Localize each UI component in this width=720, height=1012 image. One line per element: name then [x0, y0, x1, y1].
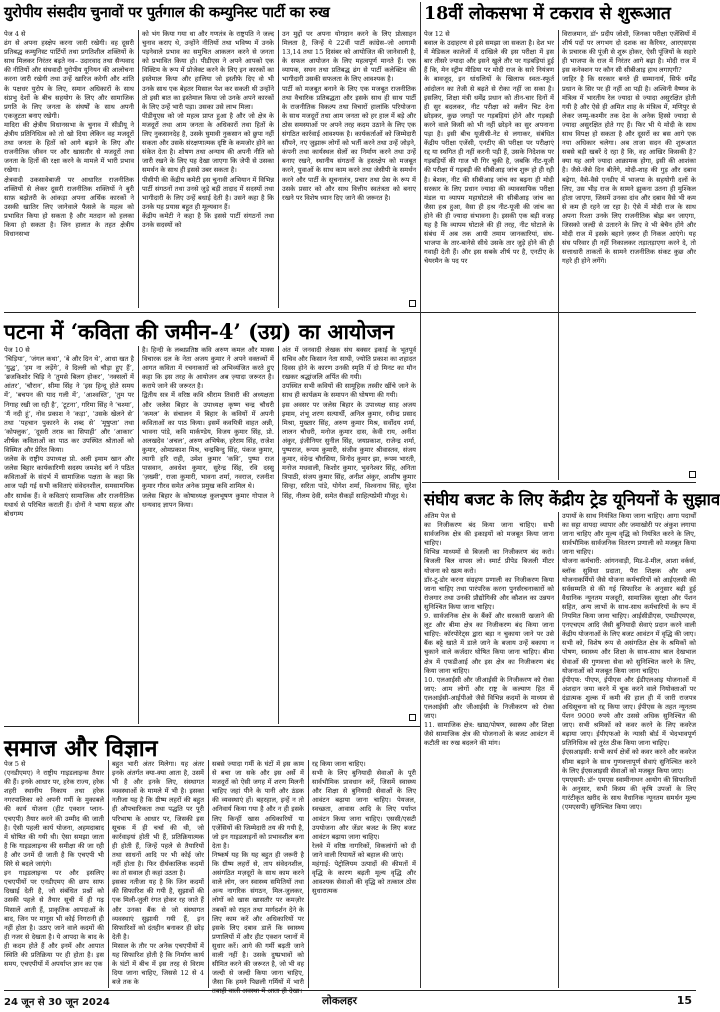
issue-date: 24 जून से 30 जून 2024: [4, 997, 110, 1008]
europe-column-1: [4, 30, 134, 308]
rule-v-sangh: [558, 512, 559, 988]
end-of-article-marker: [409, 714, 416, 721]
article-headline-samaj: समाज और विज्ञान: [4, 735, 158, 762]
samaj-column-2: [112, 760, 204, 988]
end-of-article-marker: [409, 300, 416, 307]
sangh-text-1: अंतिम पेज से का निजीकरण बंद किया जाना चाहिए। सभी सार्वजनिक क्षेत्र की इकाइयों को मजबूत किया जाना चाहिए। विभिन्न माध्यमों से बिजली का निजीकरण बंद करो। बिजली बिल वापस लो। स्मार्ट प्रीपेड बिजली मीटर योजना को खत्म करो। डॉर-टू-डोर करना संग्रहण प्रणाली का निजीकरण किया जाना चाहिए तथा पारंपरिक करना पुनर्संरचनाकारों को रोजगार तथा उनकी प्रौद्योगिकी और कौशल का उन्नयन सुनिश्चित किया जाना चाहिए। 9. सार्वजनिक क्षेत्र के बैंकों और सरकारी खजाने की लूट और बीमा क्षेत्र का निजीकरण बंद किया जाना चाहिए: कॉरपोरेट्स द्वारा बड़ा न चुकाया जाने पर उसे बैंक बट्टे खाते में डाले जाने के बजाय उन्हें बकाया न चुकाने वाले कर्जदार घोषित किया जाना चाहिए। बीमा क्षेत्र में एफडीआई और इस क्षेत्र का निजीकरण बंद किया जाना चाहिए। 10. एलआईसी और जीआईसी के निजीकरण को रोका जाए: आम लोगों और राष्ट्र के कल्याण हित में एलआईसी-आईपीओ जैसे विभिन्न कदमों के माध्यम से एलआईसी और जीआईसी के निजीकरण को रोका जाए। 11. सामाजिक क्षेत्र: खाद्य/पोषण, स्वास्थ्य और शिक्षा जैसे सामाजिक क्षेत्र की योजनाओं के बजट आवंटन में कटौती का रुख बदलने की मांग।: [424, 512, 554, 748]
sangh-text-2: उपायों के साथ नियंत्रित किया जाना चाहिए। आगा पदार्थों का सट्टा वायदा व्यापार और जमाखोरी पर अंकुश लगाया जाना चाहिए और मूल्य वृद्धि को नियंत्रित करने के लिए, सार्वभौमिक सार्वजनिक वितरण प्रणाली को मजबूत किया जाना चाहिए। योजना कर्मचारी: आंगनवाड़ी, मिड-डे-मील, आशा वर्कर्स, ब्लॉक सुविधा प्रदाता, पैरा शिक्षक और अन्य योजनाकर्मियों जैसे योजना कर्मचारियों को आईएलसी की सर्वसम्मति से की गई सिफारिश के अनुसार बढ़ी हुई वैधानिक न्यूनतम मजदूरी, सामाजिक सुरक्षा और पेंशन सहित, अन्य लाभों के साथ-साथ कर्मचारियों के रूप में नियमित किया जाना चाहिए। आईसीडीएस, एमडीएमएस, एनएचएम आदि जैसी बुनियादी सेवाएं प्रदान करने वाली केंद्रीय योजनाओं के लिए बजट आवंटन में वृद्धि की जाए। सभी को, विशेष रूप से असंगठित क्षेत्र के श्रमिकों को पोषण, स्वास्थ्य और शिक्षा के साथ-साथ बाल देखभाल सेवाओं की गुणवत्ता सेवा को सुनिश्चित करने के लिए, योजनाओं को मजबूत किया जाना चाहिए। ईपीएफ: पीएफ, ईपीएस और ईडीएलआइ योजनाओं में अंशदान जमा करने में चूक करने वाले नियोक्ताओं पर दंडात्मक शुल्क में कमी की हाल ही में जारी राजपत्र अधिसूचना को रद्द किया जाए। ईपीएस के तहत न्यूनतम पेंशन 9000 रुपये और उससे अधिक सुनिश्चित की जाए। सभी श्रमिकों को कवर करने के लिए कवरेज बढ़ाया जाए। ईपीएफओ के न्यासी बोर्ड में भेदभावपूर्ण प्रतिनिधित्व को तुरंत ठीक किया जाना चाहिए। ईएसआइसी: सभी कार्य क्षेत्रों को कवर करने और कवरेज सीमा बढ़ाने के साथ गुणवत्तापूर्ण सेवाएं सुनिश्चित करने के लिए ईएसआइसी सेवाओं को मजबूत किया जाए। एमएसपी: डॉ॰ एमएस स्वामीनाथन आयोग की सिफारिशों के अनुसार, सभी किस्म की कृषि उपजों के लिए गारंटीकृत खरीद के साथ वैधानिक न्यूनतम समर्थन मूल्य (एमएसपी) सुनिश्चित किया जाए।: [562, 512, 696, 811]
loksabha-column-1: [424, 30, 554, 480]
samaj-text-3: सबसे ज्यादा गर्मी के घंटों में इस काम से बचा जा सके और इस अर्से में मजदूरों को ऐसी जगह में शरण मिलनी चाहिए जहां पीने के पानी और ठंडक की व्यवस्थाएं हों। बहरहाल, इन्हें न तो अनिवार्य किया गया है और न ही इसके लिए किन्हीं खास अधिकारियों या एजेंसियों की जिम्मेदारी तय की गयी है, जो इन गाइडलाइनों को प्रभावशील बना देता है। निष्कर्ष यह कि यह बहुत ही जरूरी है कि ग्रीष्म लहरों से, ताप संवेदनशील, असंगठित मज़दूरों के साथ काम करने वाले लोग, जन स्वास्थ्य समितियों तथा अन्य नागरिक संगठन, मिल-जुलकर, लोगों को खास खासतौर पर कमज़ोर तबकों को राहत तथा मार्गदर्शन देने के लिए काम करें और अधिकारियों पर इसके लिए दबाव डालें कि स्वास्थ्य प्रणालियों में और हीट एक्शन प्लानों में सुधार करें। आगे की गर्मी बढ़ती जाने वाली नहीं है। उसके दुष्प्रभावों को सीमित करने की जरूरत है, जो भी वह जल्दी से जल्दी किया जाना चाहिए, जैसा कि हमने पिछली गर्मियों में भारी तबाही वाली अवस्था में आता ही देखा।: [212, 760, 304, 996]
rule-under-right-top: [422, 482, 696, 483]
article-headline-europe: युरोपीय संसदीय चुनावों पर पुर्तगाल की कम्युनिस्ट पार्टी का रुख: [4, 4, 330, 21]
europe-text-1: पेज 4 से ढंग से अपना हस्क्षेप करना जारी रखेगी। वह दूसरी प्रतिबद्ध कम्युनिस्ट पार्टियों तथा प्रगतिशील शक्तियों के साथ मिलकर निरंतर बढ़ते नव– उदारवाद तथा सैन्यवाद की नीतियों और संघवादी युरोपीय यूनियन की आलोचना करना जारी रखेगी तथा उन्हें खारिज करेगी और शांति के पक्षधर युरोप के लिए, समान अधिकारों के साथ संप्रभु देशों के बीच सहयोग के लिए और सामाजिक प्रगति के लिए जनता के संघर्षों के साथ अपनी एकजुटता बनाए रखेगी। मादिरा की क्षेत्रीय विधानसभा के चुनाव में सीडीयू ने क्षेत्रीय प्रतिनिधित्व को तो खो दिया लेकिन वह मजदूरों तथा जनता के हितों को आगे बढ़ाने के लिए और राजनीतिक जीवन पर और खासतौर से मजदूरों तथा जनता के हितों की रक्षा करने के मामले में भारी प्रभाव रखेगा। क्षेत्रवादी उकसावेबाजी पर आधारित राजनीतिक शक्तियों से लेकर दूसरी राजनीतिक शक्तियों ने बुरी साफ़ बढ़ोतरी के आंकड़ा अपना अर्थिक कारकों ने उसकी खातिर लिए जानेवाले फैसले के महत्व को प्रभावित किया हो सकता है और मतदान को हलका किया हो सकता है। जिन हालात के तहत क्षेत्रीय विधानसभा: [4, 30, 134, 239]
rule-v-mid-2: [278, 346, 279, 724]
rule-v-top-2: [278, 30, 279, 308]
samaj-column-1: [4, 760, 104, 988]
europe-column-3: [282, 30, 416, 298]
article-headline-loksabha: 18वीं लोकसभा में टकराव से शुरूआत: [424, 4, 671, 24]
kavita-text-2: है। हिन्दी के लब्धप्रतिष्ठ कवि अरुण कमल और माक्स विचारक दल के नेता अजय कुमार ने अपने वक्तव्यों में आगत कविता में रचनाकारों को अभिव्यंजित करते हुए कहा कि इस तरह के आयोजन अब ज़्यादा जरूरत है। कराये जाने की जरूरत है। द्वितीय सत्र में वरिष्ठ कवि श्रीराम तिवारी की अध्यक्षता और जलेस बिहार के उपाध्यक्ष कृष्ण चन्द्र चौधरी ‘कमल’ के संचालन में बिहार के कवियों में अपनी कविताओं का पाठ किया। इसमें कवयित्री वाहत अन्नी, भावना पांडे, कवि मार्कण्डेय, विजय कुमार सिंह, प्रो. अलखदेव ‘अचल’, अरुण अभिषेक, हरेराम सिंह, राजेश कुमार, ओमप्रकाश मिश्र, चन्द्रबिन्दु सिंह, पंकज कुमार, त्यागी हरि राही, उमेश कुमार ‘कवि’, पुष्पा राज पासवान, अवधेश कुमार, सुरेन्द्र सिंह, रवि दस्सु ‘ज़ख्मी’, राजा कुमारी, भावना शर्मा, नवराज, रजनीश कुमार गौरव समेत अनेक प्रमुख कवि शामिल थे। जलेस बिहार के कोषाध्यक्ष कुलभूषण कुमार गोपाल ने धन्यवाद ज्ञापन किया।: [142, 346, 274, 509]
rule-v-right-top: [558, 30, 559, 480]
rule-footer: [4, 990, 696, 991]
loksabha-column-2: [562, 30, 696, 470]
samaj-text-2: बहुत भारी अंतर मिलेगा। यह अंतर इनके अंतर्गत क्या-क्या आता है, उसमें भी है और इनके लिए, संस्थागत व्यवस्थाओं के मामले में भी है। इसका नतीजा यह है कि ग्रीष्म लहरों की बहुत ही औपचारिकता तथा पद्धति पर पूरी परिभाषा के आधार पर, जिसकी इस सूचक में ही चर्चा की थी, जो कार्रवाइयां होती भी हैं, प्रतिक्रियात्मक ही होती हैं, जिन्हें पहले से तैयारियों तथा साधनों आदि पर भी कोई जोर नहीं होता है। फिर दीर्घकालिक कदमों का तो सवाल ही कहां उठता है। इसका नतीजा यह है कि जिन कदमों की सिफारिश की गयी है, सुझावों की एक मिली-जुली रंगत होकर रह जाते हैं और उनका बैंक से जो संस्थागत व्यवस्थाएं सुझायी गयी हैं, इन सिफारिशों को दंतहीन बनाकर ही छोड़ देती है। मिसाल के तौर पर अनेक एचएपीयों में यह सिफारिश होती है कि निर्माण कार्य के घंटों में बीच में इस तरह से विराम दिया जाना चाहिए, जिससे 12 से 4 बजे तक के: [112, 760, 204, 987]
europe-column-2: [142, 30, 274, 308]
samaj-text-4: रद्द किया जाना चाहिए। सभी के लिए बुनियादी सेवाओं के पूरी सार्वभौमिक प्रावधान करें, जिसमें स्वास्थ्य और शिक्षा से बुनियादी सेवाओं के लिए आवंटन बढ़ाया जाना चाहिए। पेयजल, स्वच्छता, आवास आदि के लिए पर्याप्त आवंटन किया जाना चाहिए। एससी/एसटी उपयोजना और जेंडर बजट के लिए बजट आवंटन बढ़ाया जाना चाहिए। रेलवे में वरिष्ठ नागरिकों, विकलांगों को दी जाने वाली रियायतें को बहाल की जाएं। महंगाई: पेट्रोलियम उत्पादों की कीमतों में वृद्धि के कारण बढ़ती मूल्य वृद्धि और आवश्यक सेवाओं की वृद्धि को तत्काल ठोस सुधारात्मक: [312, 760, 416, 896]
europe-text-2: को भंग किया गया था और गणतंत्र के राष्ट्रपति ने जल्द चुनाव कराए थे, उन्होंने नीतियों तथा भविष्य में उनके पड़नेवाले प्रभाव का समुचित आकलन करने से जनता को प्रभावित किया हो। पीडीएस ने अपने आपको एक विक्टिम के रूप में प्रोजेक्ट करने के लिए इन कारकों का इस्तेमाल किया और हालिया जो इस्तीफे दिए वो भी उनके साथ एक बेहतर मिसाल पेश कर सकती थी उन्होंने तो इसी बात का इस्तेमाल किया जो उनके अपने कारकों के लिए उन्हें भारी पड़ा। उसका उसे लाभ मिला। पीडीयूएस को जो महत्व प्राप्त हुआ है और जो क्षेत्र के मजदूरों तथा आम जनता के अधिकारों तथा हितों के लिए नुकसानदेह है, उसके घुमावी नुकसान को छुपा नहीं सकता और उसके संरक्षणात्मक दृष्टि के कमजोर होने का संकेत देता है। शोषण तथा अन्याय की अपनी नीति को जारी रखने के लिए यह देखा जाएगा कि जेपी से उसका समर्थन के साथ ही इससे उबर सकता है। पीसीपी की केंद्रीय कमेटी इस चुनावी अभियान में विभिन्न पार्टी संगठनों तथा उनसे जुड़े बड़ी तादाद में सदस्यों तथा भागीदारी के लिए उन्हें बधाई देती है। उसने कहा है कि उनके यह प्रयास बहुत ही मूल्यवान हैं। केंद्रीय कमेटी ने कहा है कि इससे पार्टी संगठनों तथा उनके सदस्यों को: [142, 30, 274, 229]
page-number: 15: [676, 994, 692, 1007]
end-of-article-marker: [689, 471, 696, 478]
europe-text-3: उन मुद्दों पर अपना योगदान करने के लिए प्रोत्साहन मिलता है, जिन्हें ये 22वीं पार्टी कांग्रेस–जो आगामी 13,14 तथा 15 दिसंबर को आयोजित की जानेवाली है, के सफल आयोजन के लिए महत्वपूर्ण मानते हैं। एक व्यापक, सघन तथा प्रतिबद्ध ढंग से पार्टी कलेक्टिव की भागीदारी उसकी सफलता के लिए आवश्यक है। पार्टी को मजबूत बनाने के लिए एक मजबूत राजनीतिक तथा वैचारिक प्रतिबद्धता और इसके साथ ही साथ पार्टी के राजनीतिक विकल्प तथा विचारों हालांकि परियोजना के साथ मजदूरों तथा आम जनता को हर हाल में बड़े और ठोस समस्याओं पर अपने तरह कदम उठाने के लिए एक संगठित कार्रवाई आवश्यक है। कार्यकर्ताओं को जिम्मेदारी सौंपने, नए जुझारू लोगों को भर्ती करने तथा उन्हें जोड़ने, कंपनी तथा कार्यस्थल सेलों का निर्माण करने तथा उन्हें बनाए रखने, स्थानीय संगठनों के हस्तक्षेप को मजबूत करने, युवाओं के साथ काम करने तथा जेसीपी के समर्थन करने और पार्टी के सूचनातंत्र, प्रचार तथा प्रेस के रूप में उसके प्रसार को और साथ वित्तीय स्वतंत्रता को बनाए रखने पर विशेष ध्यान दिए जाने की जरूरत है।: [282, 30, 416, 202]
kavita-column-1: [4, 346, 134, 724]
rule-v-top-sep: [420, 2, 421, 988]
rule-v-top-1: [138, 30, 139, 308]
loksabha-text-1: पेज 12 से बवाल के उदाहरण से इसे समझा जा सकता है। देश भर में मेडिकल कालेजों में दाखिले की इस परीक्षा में इस बार तीसरे ज्यादा और इसने खुले तौर पर गड़बड़ियां हुई हैं कि, मेन स्ट्रीम मीडिया पर मोदी राज के सारे नियंत्रण के बावजूद, इन धांधलियों के खिलाफ स्वतः-स्फूर्त आंदोलन का तेजी से बढ़ते से रोका नहीं जा सका है। इसलिए, शिक्षा मंत्री धर्मेंद्र प्रधान को तीन-चार दिनों में ही सुर बदलकर, नीट परीक्षा को क्लीन चिट देना छोड़कर, कुछ जगहों पर गड़बड़ियां होने और गड़बड़ी करने वाले किसी को भी नहीं छोड़ने का सुर अपनाना पड़ा है। इसी बीच यूजीसी-नेट से लगाकर, संबंधित केंद्रीय परीक्षा एजेंसी, एनटीए की परीक्षा पर परीक्षाएं रद्द या स्थगित ही नहीं करनी पड़ी हैं, उसके निदेशक पर गड़बड़ियों की गाज भी गिर चुकी है, जबकि नीट-यूजी की परीक्षा में गड़बड़ी की सीबीआइ जांच शुरू हो ही रही है। बेशक, नीट की सीबीआइ जांच का बढ़ना ही मोदी सरकार के लिए प्रधान ज्यादा की व्यावसायिक परीक्षा मंडल या व्यापम महाघोटाले की सीबीआइ जांच का जैसा हश्र हुआ, वैसा ही हश्र नीट-यूजी की जांच का होने की ही ज्यादा संभावना है। इसकी एक बड़ी वजह यह है कि व्यापम घोटाले की ही तरह, नीट घोटाले के संबंध में अब तक आयी तमाम जानकारियां, संघ-भाजपा के तार-बानेसे सीधे उसके तार जुड़े होने की ही गवाही देती हैं। और इस सबके शीर्ष पर है, एनटीए के चेयरमैन के पद पर: [424, 30, 554, 266]
article-headline-sangh-budget: संघीय बजट के लिए केंद्रीय ट्रेड यूनियनों के सुझाव: [424, 490, 720, 509]
kavita-text-3: अंत में जनवादी लेखक संघ बक्सर इकाई के भूतपूर्व सचिव और किसान नेता साथी, ज्योति प्रकाश का शहादत दिवस होने के कारण उनकी स्मृति में दो मिनट का मौन रखकर श्रद्धांजलि अर्पित की गयी। उपस्थित सभी कवियों की सामूहिक तस्वीर खींचे जाने के साथ ही कार्यक्रम के समापन की घोषणा की गयी। इस अवसर पर जलेस बिहार के उपाध्यक्ष साह अजय इमाम, शंभू शरण सत्यार्थी, अनिल कुमार, रवीन्द्र प्रसाद मिश्रा, मुख्तार सिंह, अरुण कुमार मिश्र, सर्वोदय शर्मा, लालन चौधरी, मनोज कुमार दास, केवी राय, अनीश अंकुर, इंजीनियर सुनील सिंह, जयप्रकाश, राजेन्द्र शर्मा, पुष्पराज, रूपम कुमारी, संजीव कुमार श्रीवास्तव, संजय कुमार, वंदेन्द्र चौरसिया, विनोद कुमार झा, रूपम भारती, मनोज मधवाली, किशोर कुमार, भुवनेश्वर सिंह, अनिता त्रिपाठी, संजय कुमार सिंह, अनीश अंकुर, आशीष कुमार सिन्हा, सरिता पांडे, योगेश शर्मा, विश्वनाथ सिंह, सुरेश सिंह, नीलम देवी, समेत सैकड़ों साहित्यप्रेमी मौजूद थे।: [282, 346, 416, 500]
article-headline-kavita: पटना में ‘कविता की जमीन-4’ (उग्र) का आयोजन: [4, 319, 394, 344]
kavita-column-2: [142, 346, 274, 724]
samaj-column-4: [312, 760, 416, 988]
sangh-column-2: [562, 512, 696, 988]
loksabha-text-2: विराजमान, डॉ॰ प्रदीप जोशी, जिनका परीक्षा एजेंसियों में शीर्ष पदों पर लगभग दो दशक का कैरियर, आरएसएस के प्रचारक की पूंजी से शुरू होकर, ऐसी पूंजियों के सहारे ही भाजपा के राज में निरंतर आगे बढ़ा है। मोदी राज में इस कनेक्शन पर कौन सी सीबीआइ हाथ लगाएगी? जाहिर है कि सरकार बनते ही सम्मानार्य, सिर्फ धर्मेंद्र प्रधान के सिर पर ही नहीं आ पड़ी है। अश्विनी वैष्णव के मंत्रित्व में भारतीय रेल ज्यादा से ज्यादा असुरक्षित होती गयी है और ऐसे ही अमित शाह के मंत्रित्व में, मणिपुर से लेकर जम्मू-कश्मीर तक देश के अनेक हिस्से ज्यादा से ज्यादा असुरक्षित होते गए हैं। फिर भी ये मोदी के साथ साथ विपक्ष हो सकता है और दूसरों का बस आगे एक नया अधिकार चलेगा। अब ताजा सदन की शुरूआत सबसे बड़ी खबरें दे रहा है कि, वह आखिर किसकी है? क्या यह आगे ज्यादा आक्रामक होगा, इसी की आशंका है। जैसे-जैसे दिन बीतेंगे, मोदी-शाह की गुड़ और दबाव बढ़ेगा, वैसे-वैसे एनडीए में भाजपा के सहयोगी दलों के लिए, उस भीड़ राज के सामने झुकना उतना ही मुश्किल होता जाएगा, जिसमें उनका दांव और दबाव वैसे भी कम से कम ही रहने जा रहा है। ऐसे में मोदी राज के साथ अपना रिश्ता उनके लिए राजनीतिक बोझ बन जाएगा, जिसको जल्दी से उतारने के लिए वे भी बेचैन होंगे और मोदी राज में इसके बहाने ज़रूर ही निकल आएंगे। यह संघ परिवार ही नहीं निकालकर तड़ातड़ाएगा करने दे, तो सत्ताधारी ताकतों के सामने राजनीतिक संकट कुछ और गहरे ही होने लगेंगे।: [562, 30, 696, 266]
rule-v-samaj-1: [108, 760, 109, 988]
publication-name: लोकलहर: [322, 995, 357, 1007]
rule-above-samaj: [4, 726, 420, 727]
rule-v-mid-1: [138, 346, 139, 724]
rule-v-samaj-2: [208, 760, 209, 988]
samaj-text-1: पेज 5 से (एनडीएमए) ने राष्ट्रीय गाइडलाइन्स तैयार की हैं। इनके आधार पर, हरेक राज्य, हरेक शहरी स्थानीय निकाय तथा हरेक नगरपालिका को अपनी गर्मी के मुकाबले की कार्य योजना (हीट एक्शन प्लान-एचएपी) तैयार करने की उम्मीद की जाती है। ऐसी पहली कार्य योजना, अहमदाबाद में घोषित की गयी थी। ऐसा समझा जाता है कि गाइडलाइन्स की समीक्षा की जा रही है और उनमें दी जाती है कि एचएपी भी सिरे से बदले जाएंगे। इन गाइडलाइन्स पर और इसलिए एचएपीयों पर एनडीएमए की छाप साफ दिखाई देती है, जो संबंधित प्रश्नों को उसकी पहले से तैयार सूची में ही गढ़ मिसालें आती हैं, प्राकृतिक आपदाओं के बाद, जिन पर मानूस भी कोई निगरानी ही नहीं होता है। उठाए जाने वाले कदमों की ही नजर से देखता है। ये आपदा के बाद के ही कदम होते हैं और इनमें और आपात स्थिति की प्रतिक्रिया पर ही होता है। इस समय, एचएपीयों में अपर्याप्त ज्ञान का एक: [4, 760, 104, 969]
kavita-column-3: [282, 346, 416, 714]
sangh-column-1: [424, 512, 554, 988]
samaj-column-3: [212, 760, 304, 996]
rule-v-samaj-3: [308, 760, 309, 988]
kavita-text-1: पेज 10 से ‘चिड़िया’, ‘जंगल कथा’, ‘बे और दिन थे’, आधा खत है ‘युद्ध’, ‘हम ना लड़ेंगे’, वे दिल्ली को चौड़ा हुए हैं’, ‘ब्रजकिशोर चिड़ि ने ‘तुमसे बिलग होकर’, ‘नक्सलों में आंतर’, ‘चौरान’, सीमा सिंह ने ‘इस हिन्दू होते समय में’, ‘बचपन की याद गली में’, ‘आश्वस्ति’, ‘तुम पर निगाह रखी जा रही है’, ‘टूटना’, गरिमा सिंह ने ‘चश्मा’, ‘मैं नदी हूं’, नोव प्रकाश ने ‘कड़ा’, ‘उसके खेलने से’ तथा ‘पहचान पुकारने के शब्द से’ ‘मूषुप्ता’ तथा ‘कोफ्लुक’, ‘दूसरी तरफ़ का सिपाही’ और ‘आकार’ शीर्षक कविताओं का पाठ कर उपस्थित श्रोताओं को विस्मित और प्रेरित किया। जलेस के राष्ट्रीय उपाध्यक्ष प्रो. अली इमाम खान और जलेस बिहार कार्यकारिणी सदस्य जमशेद बर्ग ने पठित कविताओं के संदर्भ में सामाजिक पक्षता के कहा कि आज पढ़ी गई सभी कविताएं संवेदनशील, समसामयिक और सार्थक हैं। वे कविताएं सामाजिक और राजनीतिक यथार्थ से परिचित कराती हैं। दोनों ने भाषा सहज और बोधगम्य: [4, 346, 134, 518]
